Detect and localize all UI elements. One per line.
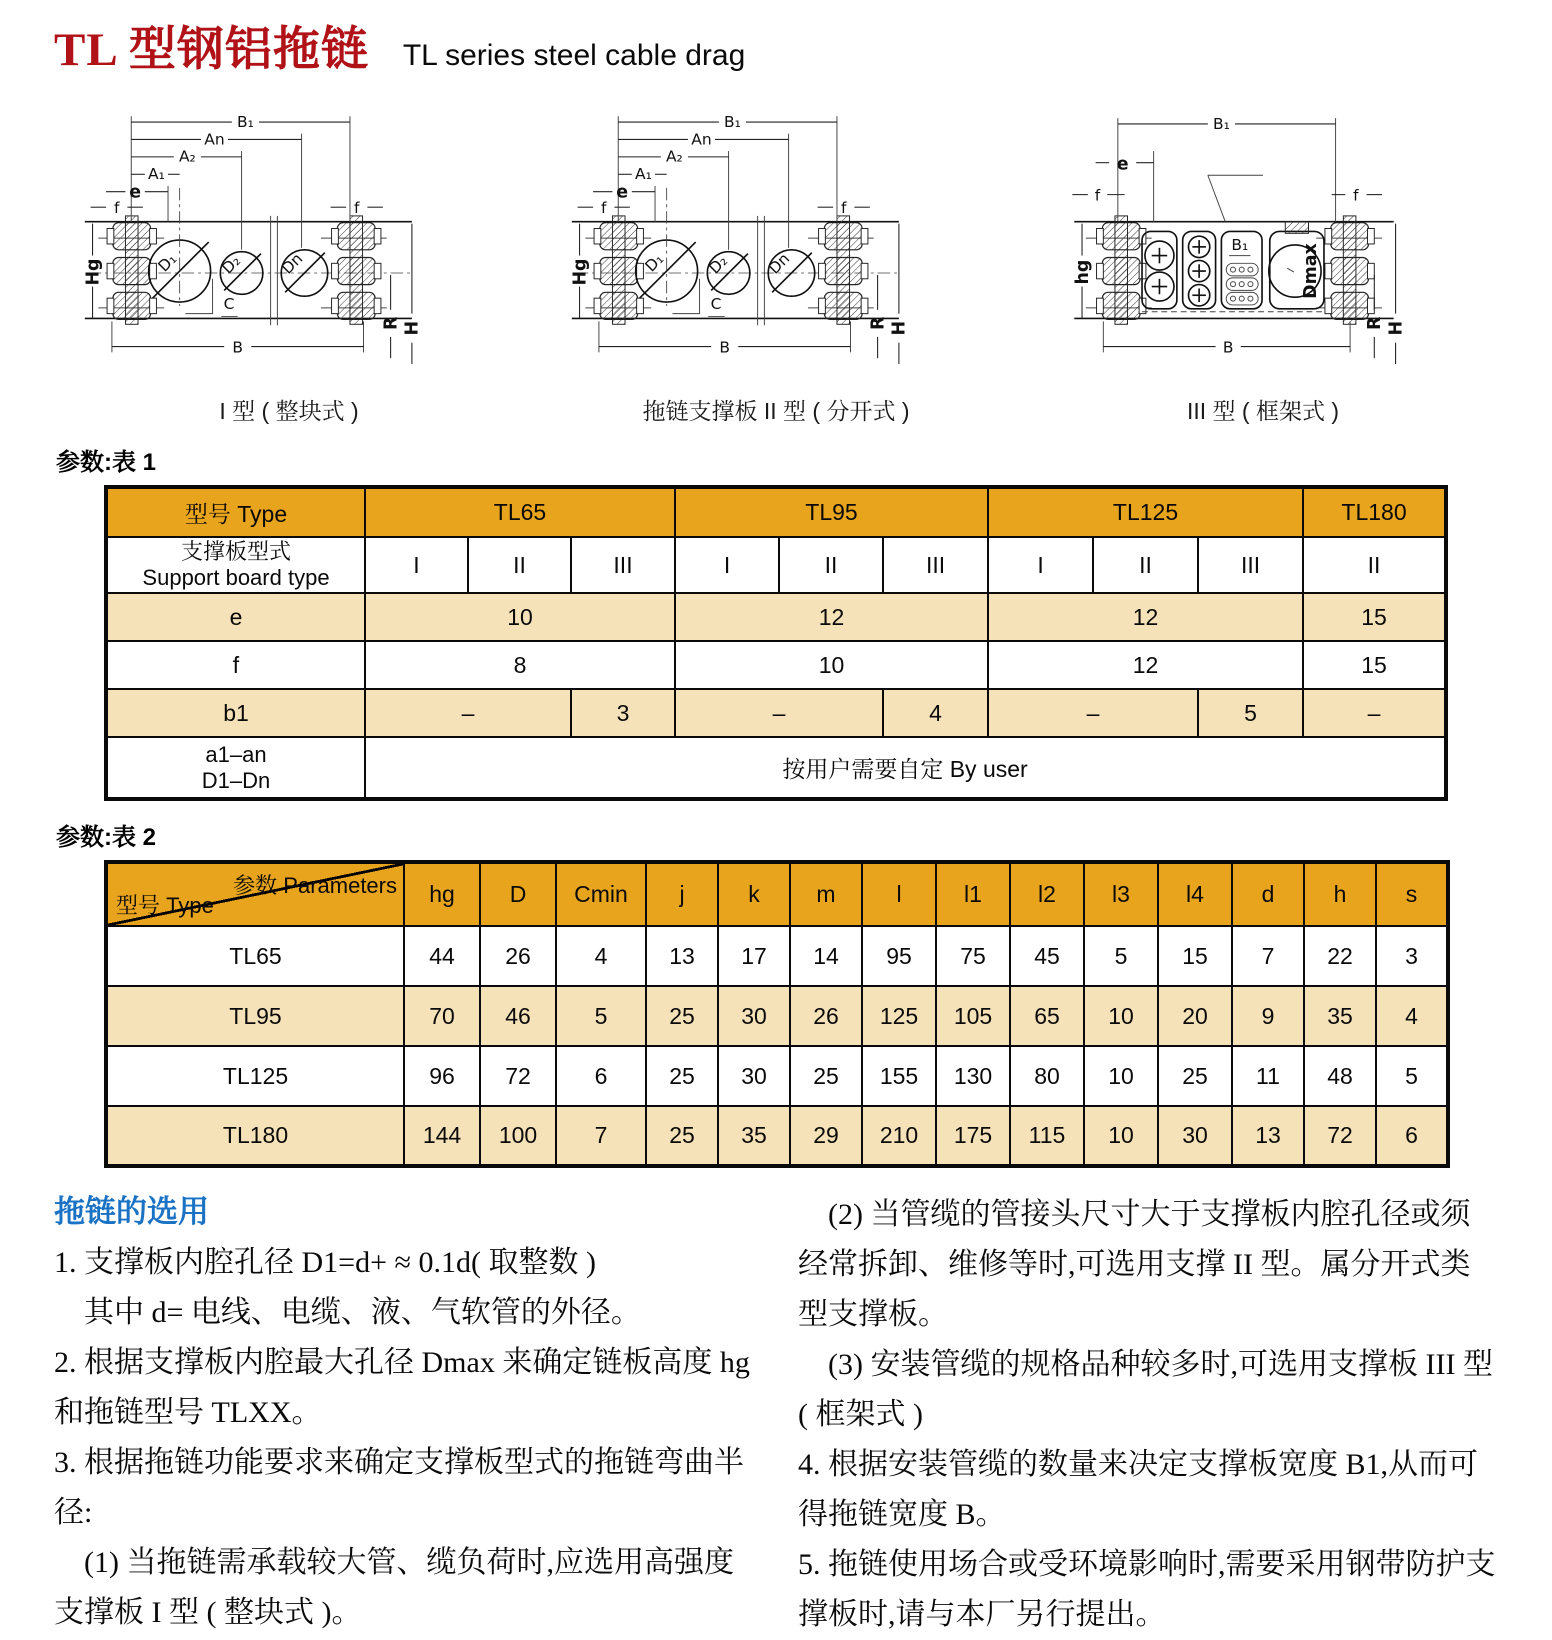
- cell: 4: [883, 689, 988, 737]
- page-title-en: TL series steel cable drag: [402, 39, 746, 72]
- cell: 100: [480, 1106, 556, 1166]
- table-row: [106, 641, 1446, 689]
- table-row: [106, 689, 1446, 737]
- cell: 按用户需要自定 By user: [365, 737, 1446, 799]
- cell: III: [1198, 537, 1303, 593]
- cell: 6: [1376, 1106, 1448, 1166]
- cell: 155: [862, 1046, 936, 1106]
- cell: 45: [1010, 926, 1084, 986]
- t2-col-s: s: [1376, 862, 1448, 926]
- cell: 10: [1084, 1046, 1158, 1106]
- cell: 25: [646, 986, 718, 1046]
- cell: 22: [1304, 926, 1376, 986]
- t1-row-a1an-label: [106, 737, 365, 799]
- cell: 20: [1158, 986, 1232, 1046]
- table-row: [106, 986, 1448, 1046]
- t2-col-j: j: [646, 862, 718, 926]
- support-label-cn: 支撑板型式: [180, 539, 291, 564]
- cell: 3: [571, 689, 675, 737]
- t2-col-l4: l4: [1158, 862, 1232, 926]
- table-row: [106, 1046, 1448, 1106]
- table-row: [106, 593, 1446, 641]
- t2-col-hg: hg: [404, 862, 480, 926]
- cell: 9: [1232, 986, 1304, 1046]
- diagram-type2: [541, 93, 1011, 426]
- t1-header-type: 型号 Type: [106, 487, 365, 537]
- cell: III: [883, 537, 988, 593]
- t2-col-l: l: [862, 862, 936, 926]
- t2-row-tl95: TL95: [106, 986, 404, 1046]
- cell: 115: [1010, 1106, 1084, 1166]
- cell: 12: [988, 641, 1303, 689]
- note-paragraph: 2. 根据支撑板内腔最大孔径 Dmax 来确定链板高度 hg 和拖链型号 TLXX。: [54, 1346, 750, 1429]
- cell: 80: [1010, 1046, 1084, 1106]
- cell: 3: [1376, 926, 1448, 986]
- selection-notes: [54, 1190, 1498, 1640]
- a1an-label-line2: D1–Dn: [201, 767, 271, 793]
- t2-corner-cell: [106, 862, 404, 926]
- notes-heading: 拖链的选用: [54, 1194, 209, 1229]
- t2-row-tl125: TL125: [106, 1046, 404, 1106]
- t2-row-tl65: TL65: [106, 926, 404, 986]
- t2-col-D: D: [480, 862, 556, 926]
- table-row: [106, 926, 1448, 986]
- cell: 26: [480, 926, 556, 986]
- t2-col-l3: l3: [1084, 862, 1158, 926]
- cell: 5: [1084, 926, 1158, 986]
- cell: 35: [718, 1106, 790, 1166]
- t1-header-tl180: TL180: [1303, 487, 1446, 537]
- notes-right-column: [798, 1190, 1498, 1640]
- table2-parameters: [104, 860, 1450, 1168]
- note-paragraph: 4. 根据安装管缆的数量来决定支撑板宽度 B1,从而可得拖链宽度 B。: [798, 1448, 1479, 1531]
- cell: 96: [404, 1046, 480, 1106]
- type2-cross-section-drawing: [546, 93, 1006, 393]
- t1-row-f-label: f: [106, 641, 365, 689]
- t1-row-b1-label: b1: [106, 689, 365, 737]
- page-title-cn: TL 型钢铝拖链: [54, 24, 369, 76]
- cell: 15: [1303, 641, 1446, 689]
- cell: 15: [1158, 926, 1232, 986]
- cell: II: [468, 537, 571, 593]
- cell: 95: [862, 926, 936, 986]
- diagram-type3: [1028, 93, 1498, 426]
- cell: II: [1093, 537, 1198, 593]
- cell: –: [988, 689, 1198, 737]
- cell: 70: [404, 986, 480, 1046]
- t2-col-l1: l1: [936, 862, 1010, 926]
- table2-label: 参数:表 2: [56, 824, 157, 851]
- diagram-type2-caption: 拖链支撑板 II 型 ( 分开式 ): [642, 398, 910, 424]
- cell: 10: [1084, 1106, 1158, 1166]
- cell: II: [779, 537, 883, 593]
- note-paragraph: 3. 根据拖链功能要求来确定支撑板型式的拖链弯曲半径:: [54, 1446, 744, 1529]
- t1-support-label: [106, 537, 365, 593]
- cell: 175: [936, 1106, 1010, 1166]
- cell: 130: [936, 1046, 1010, 1106]
- t2-col-m: m: [790, 862, 862, 926]
- note-paragraph: 5. 拖链使用场合或受环境影响时,需要采用钢带防护支撑板时,请与本厂另行提出。: [798, 1548, 1496, 1631]
- cell: 14: [790, 926, 862, 986]
- cell: III: [571, 537, 675, 593]
- notes-left-column: [54, 1190, 754, 1640]
- diagram-type1: [54, 93, 524, 426]
- cell: 5: [556, 986, 646, 1046]
- cell: 30: [718, 1046, 790, 1106]
- cell: I: [988, 537, 1093, 593]
- note-paragraph: 1. 支撑板内腔孔径 D1=d+ ≈ 0.1d( 取整数 ): [54, 1246, 596, 1279]
- table-row: [106, 1106, 1448, 1166]
- table1-label: 参数:表 1: [56, 449, 157, 476]
- cell: 10: [1084, 986, 1158, 1046]
- t2-row-tl180: TL180: [106, 1106, 404, 1166]
- cell: 25: [790, 1046, 862, 1106]
- cell: 30: [1158, 1106, 1232, 1166]
- cell: 7: [556, 1106, 646, 1166]
- cell: 11: [1232, 1046, 1304, 1106]
- table-row: [106, 537, 1446, 593]
- cell: 48: [1304, 1046, 1376, 1106]
- cell: 29: [790, 1106, 862, 1166]
- diagram-row: [54, 93, 1498, 426]
- cell: I: [675, 537, 779, 593]
- cell: 4: [1376, 986, 1448, 1046]
- type3-cross-section-drawing: [1033, 93, 1493, 393]
- page-header: [54, 12, 1498, 79]
- cell: 15: [1303, 593, 1446, 641]
- cell: I: [365, 537, 468, 593]
- cell: 13: [1232, 1106, 1304, 1166]
- cell: 10: [365, 593, 675, 641]
- a1an-label-line1: a1–an: [205, 741, 267, 767]
- cell: 5: [1376, 1046, 1448, 1106]
- t2-col-Cmin: Cmin: [556, 862, 646, 926]
- note-paragraph: (2) 当管缆的管接头尺寸大于支撑板内腔孔径或须经常拆卸、维修等时,可选用支撑 II 型。属分开式类型支撑板。: [798, 1198, 1471, 1331]
- cell: 25: [646, 1106, 718, 1166]
- cell: 13: [646, 926, 718, 986]
- cell: 5: [1198, 689, 1303, 737]
- cell: 65: [1010, 986, 1084, 1046]
- cell: 44: [404, 926, 480, 986]
- cell: 6: [556, 1046, 646, 1106]
- cell: 8: [365, 641, 675, 689]
- diagram-type1-caption: I 型 ( 整块式 ): [219, 398, 359, 424]
- t1-header-tl125: TL125: [988, 487, 1303, 537]
- support-label-en: Support board type: [142, 565, 330, 590]
- corner-type-label: 型号 Type: [116, 893, 214, 918]
- t1-row-e-label: e: [106, 593, 365, 641]
- cell: 12: [988, 593, 1303, 641]
- table-row: [106, 737, 1446, 799]
- t2-col-d: d: [1232, 862, 1304, 926]
- cell: 26: [790, 986, 862, 1046]
- cell: 125: [862, 986, 936, 1046]
- cell: 75: [936, 926, 1010, 986]
- cell: II: [1303, 537, 1446, 593]
- cell: 144: [404, 1106, 480, 1166]
- table-row: [106, 487, 1446, 537]
- t1-header-tl65: TL65: [365, 487, 675, 537]
- t2-col-l2: l2: [1010, 862, 1084, 926]
- corner-parameters-label: 参数 Parameters: [233, 873, 397, 898]
- cell: 12: [675, 593, 988, 641]
- cell: 210: [862, 1106, 936, 1166]
- note-paragraph: (3) 安装管缆的规格品种较多时,可选用支撑板 III 型 ( 框架式 ): [798, 1348, 1493, 1431]
- note-paragraph: 其中 d= 电线、电缆、液、气软管的外径。: [84, 1296, 641, 1329]
- cell: 4: [556, 926, 646, 986]
- t2-col-k: k: [718, 862, 790, 926]
- t2-col-h: h: [1304, 862, 1376, 926]
- cell: 72: [480, 1046, 556, 1106]
- note-paragraph: (1) 当拖链需承载较大管、缆负荷时,应选用高强度支撑板 I 型 ( 整块式 )。: [54, 1546, 734, 1629]
- t1-header-tl95: TL95: [675, 487, 988, 537]
- type1-cross-section-drawing: [59, 93, 519, 393]
- cell: 72: [1304, 1106, 1376, 1166]
- cell: 46: [480, 986, 556, 1046]
- cell: –: [1303, 689, 1446, 737]
- cell: 35: [1304, 986, 1376, 1046]
- cell: 30: [718, 986, 790, 1046]
- diagram-type3-caption: III 型 ( 框架式 ): [1186, 398, 1340, 424]
- cell: 25: [646, 1046, 718, 1106]
- cell: –: [675, 689, 883, 737]
- cell: 7: [1232, 926, 1304, 986]
- cell: 10: [675, 641, 988, 689]
- cell: 17: [718, 926, 790, 986]
- cell: 105: [936, 986, 1010, 1046]
- table-row: [106, 862, 1448, 926]
- cell: –: [365, 689, 571, 737]
- cell: 25: [1158, 1046, 1232, 1106]
- table1-parameters: [104, 485, 1448, 801]
